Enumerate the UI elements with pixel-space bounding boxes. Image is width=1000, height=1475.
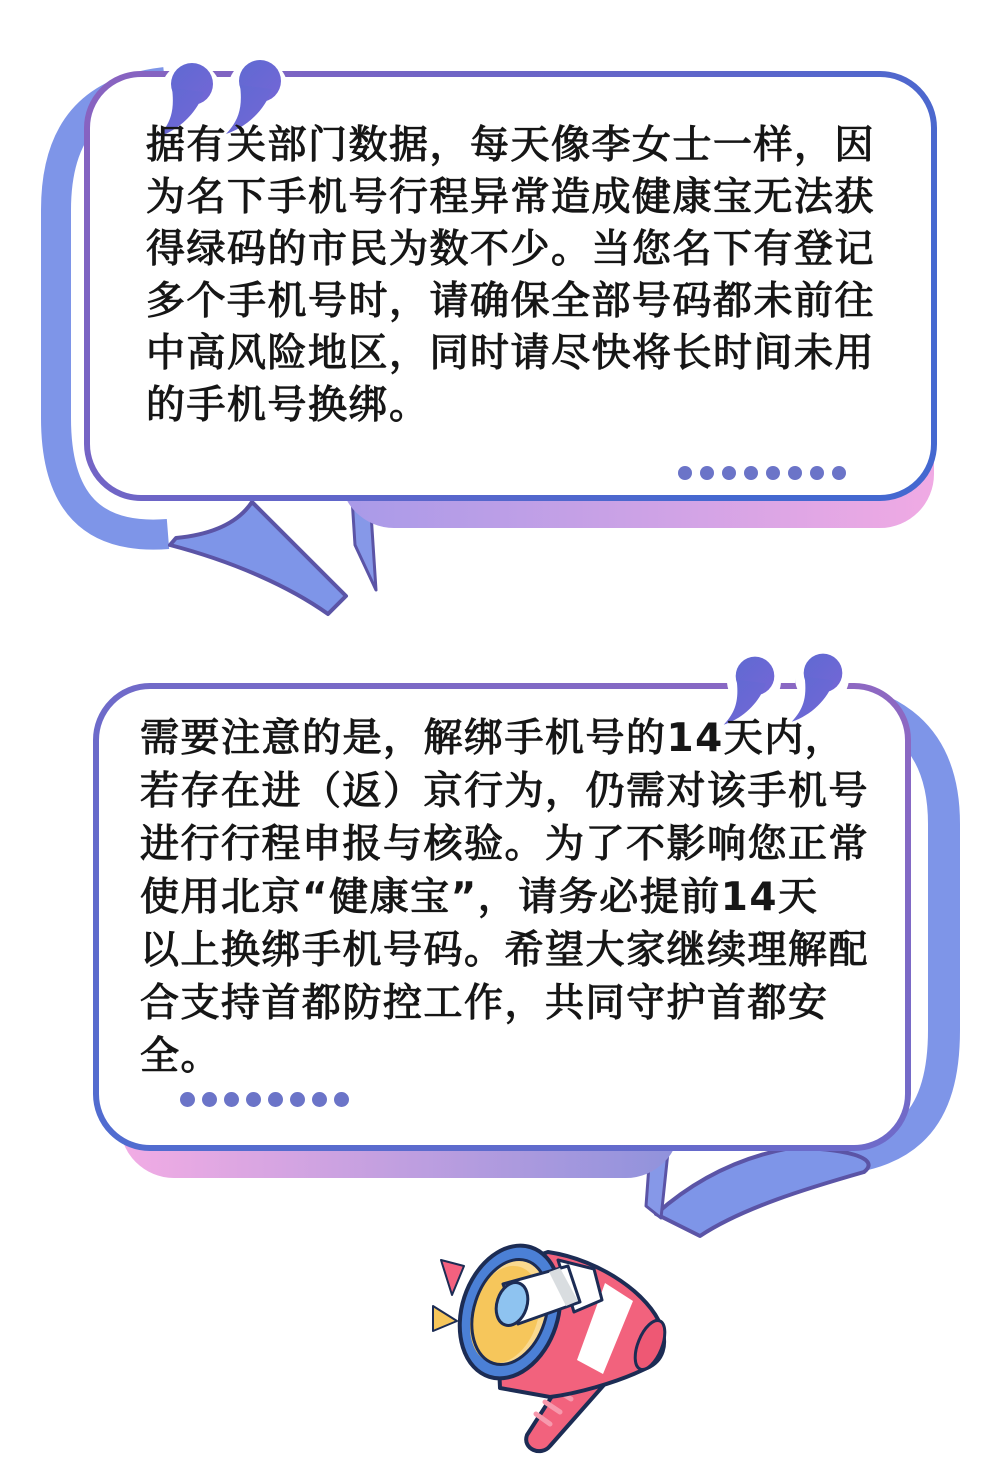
- bubble-text-line: 多个手机号时，请确保全部号码都未前往: [146, 279, 876, 324]
- bubble-text-line: 据有关部门数据，每天像李女士一样，因: [146, 123, 876, 168]
- bubble-text-line: 使用北京“健康宝”，请务必提前14天: [140, 875, 819, 920]
- dot: [744, 466, 758, 480]
- dot: [202, 1092, 217, 1107]
- bubble-text-line: 需要注意的是，解绑手机号的14天内，: [140, 716, 846, 761]
- bubble-1-text: [146, 120, 916, 432]
- bubble-text-line: 进行行程申报与核验。为了不影响您正常: [140, 822, 870, 867]
- dot: [722, 466, 736, 480]
- dot: [334, 1092, 349, 1107]
- bubble-text-line: 中高风险地区，同时请尽快将长时间未用: [146, 331, 876, 376]
- dot: [678, 466, 692, 480]
- dot: [700, 466, 714, 480]
- dot: [180, 1092, 195, 1107]
- bubble-1-tail: [170, 498, 376, 614]
- dot: [268, 1092, 283, 1107]
- dot: [290, 1092, 305, 1107]
- dot: [246, 1092, 261, 1107]
- bubble-text-line: 全。: [140, 1034, 222, 1079]
- dot: [832, 466, 846, 480]
- dot: [788, 466, 802, 480]
- bubble-text-line: 的手机号换绑。: [146, 383, 430, 428]
- dot: [766, 466, 780, 480]
- bubble-1-dots: [678, 466, 846, 480]
- bubble-text-line: 合支持首都防控工作，共同守护首都安: [140, 981, 829, 1026]
- bubble-text-line: 得绿码的市民为数不少。当您名下有登记: [146, 227, 876, 272]
- dot: [810, 466, 824, 480]
- bubble-text-line: 为名下手机号行程异常造成健康宝无法获: [146, 175, 876, 220]
- megaphone-icon: [433, 1232, 671, 1451]
- dot: [224, 1092, 239, 1107]
- bubble-text-line: 以上换绑手机号码。希望大家继续理解配: [140, 928, 870, 973]
- bubble-2-tail: [646, 1148, 869, 1236]
- bubble-text-line: 若存在进（返）京行为，仍需对该手机号: [140, 769, 870, 814]
- dot: [312, 1092, 327, 1107]
- bubble-2-text: [140, 712, 910, 1083]
- bubble-2-dots: [180, 1092, 349, 1107]
